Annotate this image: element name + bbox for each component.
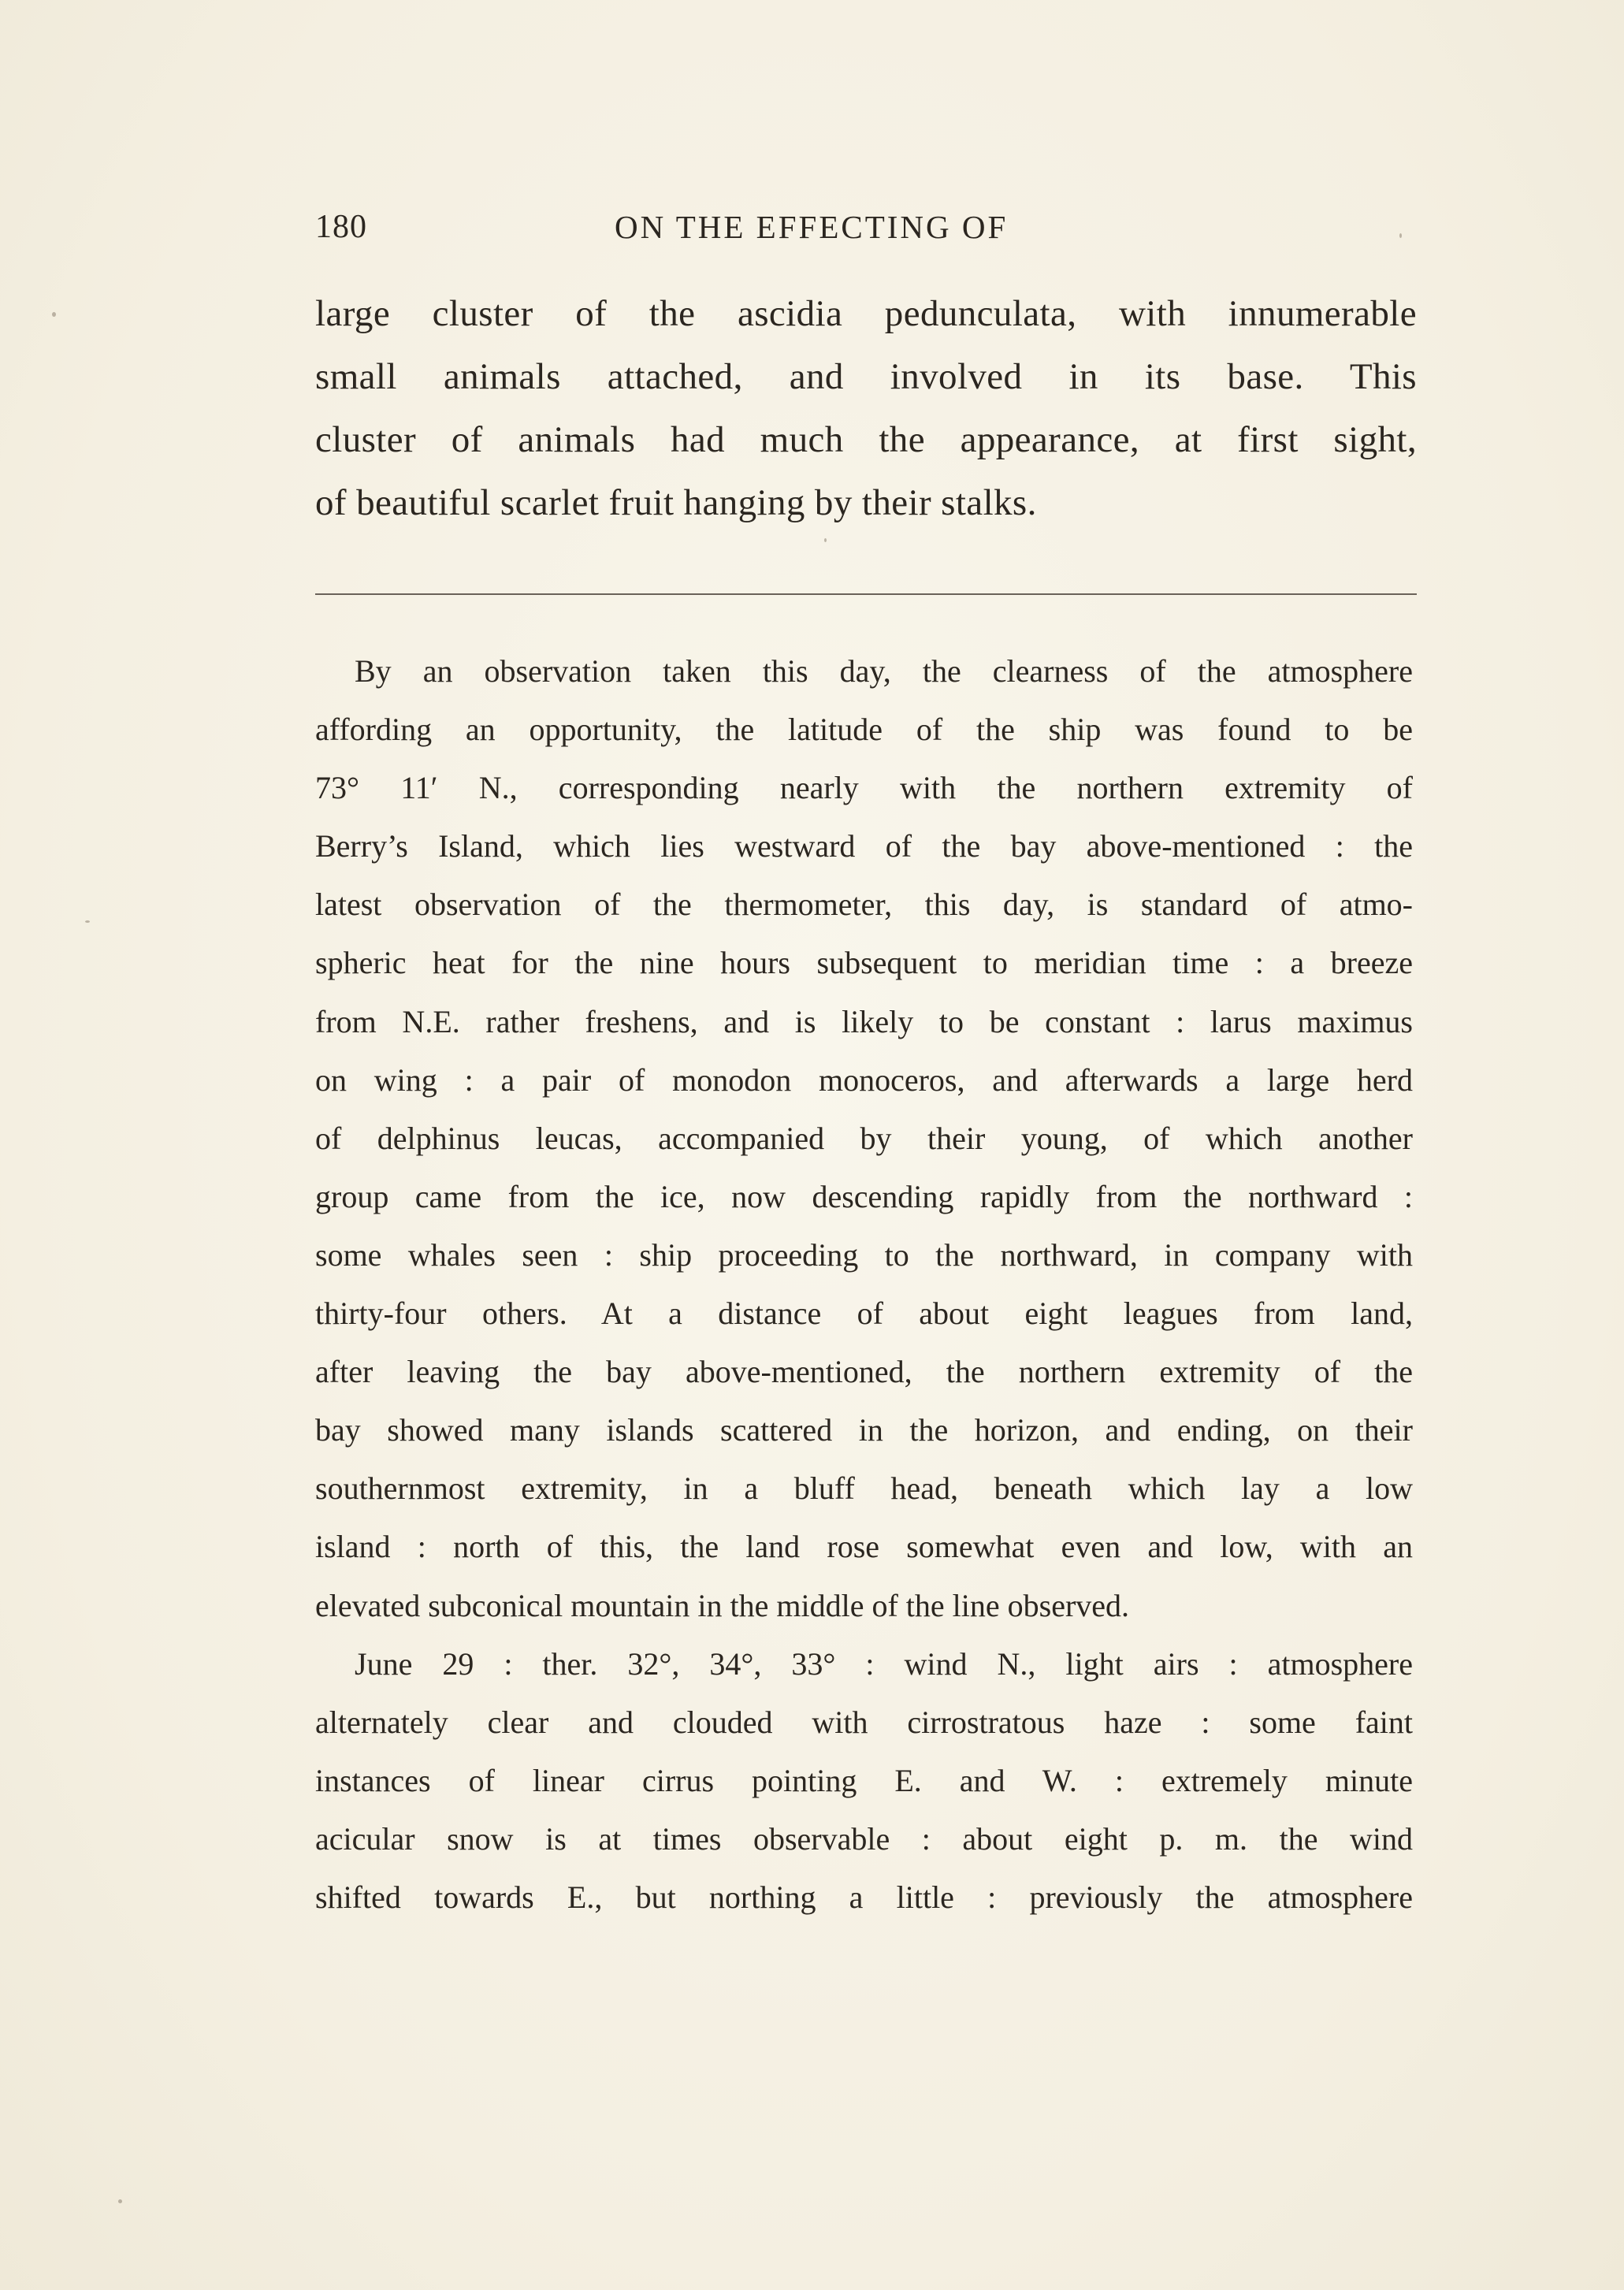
- text-line: of delphinus leucas, accompanied by their young, of which another: [315, 1120, 1413, 1156]
- text-line: some whales seen : ship proceeding to the northward, in company with: [315, 1236, 1413, 1273]
- text-line: June 29 : ther. 32°, 34°, 33° : wind N., light airs : atmosphere: [355, 1645, 1413, 1682]
- text-line: affording an opportunity, the latitude of the ship was found to be: [315, 712, 1413, 748]
- text-line: latest observation of the thermometer, this day, is standard of atmo-: [315, 887, 1413, 923]
- text-line: southernmost extremity, in a bluff head, beneath which lay a low: [315, 1470, 1413, 1507]
- text-line: group came from the ice, now descending rapidly from the northward :: [315, 1178, 1413, 1214]
- paper-speck: [118, 2199, 122, 2203]
- text-line: By an observation taken this day, the clearness of the atmosphere: [355, 653, 1413, 689]
- text-line: spheric heat for the nine hours subsequent to meridian time : a breeze: [315, 945, 1413, 981]
- text-line: of beautiful scarlet fruit hanging by their stalks.: [315, 482, 1037, 523]
- text-line: elevated subconical mountain in the middle of the line observed.: [315, 1587, 1130, 1623]
- text-line: small animals attached, and involved in its base. This: [315, 356, 1417, 397]
- text-line: thirty-four others. At a distance of about eight leagues from land,: [315, 1296, 1413, 1332]
- running-head: ON THE EFFECTING OF: [615, 209, 1009, 245]
- paper-speck: [824, 538, 827, 542]
- text-line: alternately clear and clouded with cirrostratous haze : some faint: [315, 1704, 1413, 1740]
- text-line: after leaving the bay above-mentioned, the northern extremity of the: [315, 1354, 1413, 1390]
- page-header: [315, 203, 1418, 251]
- text-line: acicular snow is at times observable : about eight p. m. the wind: [315, 1820, 1413, 1857]
- page-number: 180: [315, 209, 367, 245]
- text-line: island : north of this, the land rose somewhat even and low, with an: [315, 1529, 1413, 1565]
- paper-speck: [1399, 233, 1402, 238]
- text-line: instances of linear cirrus pointing E. and W. : extremely minute: [315, 1762, 1413, 1798]
- text-line: large cluster of the ascidia pedunculata, with innumerable: [315, 293, 1417, 334]
- section-rule: [315, 593, 1417, 595]
- large-text-paragraph: [315, 282, 1418, 534]
- text-line: shifted towards E., but northing a little : previously the atmosphere: [315, 1879, 1413, 1915]
- text-line: 73° 11′ N., corresponding nearly with the northern extremity of: [315, 770, 1413, 806]
- small-text-body: [315, 642, 1418, 1927]
- paper-speck: [85, 920, 90, 923]
- text-line: from N.E. rather freshens, and is likely to be constant : larus maximus: [315, 1003, 1413, 1039]
- text-line: bay showed many islands scattered in the horizon, and ending, on their: [315, 1412, 1413, 1448]
- text-line: cluster of animals had much the appearance, at first sight,: [315, 419, 1417, 460]
- paper-speck: [52, 312, 56, 317]
- text-line: on wing : a pair of monodon monoceros, and afterwards a large herd: [315, 1061, 1413, 1098]
- text-line: Berry’s Island, which lies westward of the bay above-mentioned : the: [315, 828, 1413, 864]
